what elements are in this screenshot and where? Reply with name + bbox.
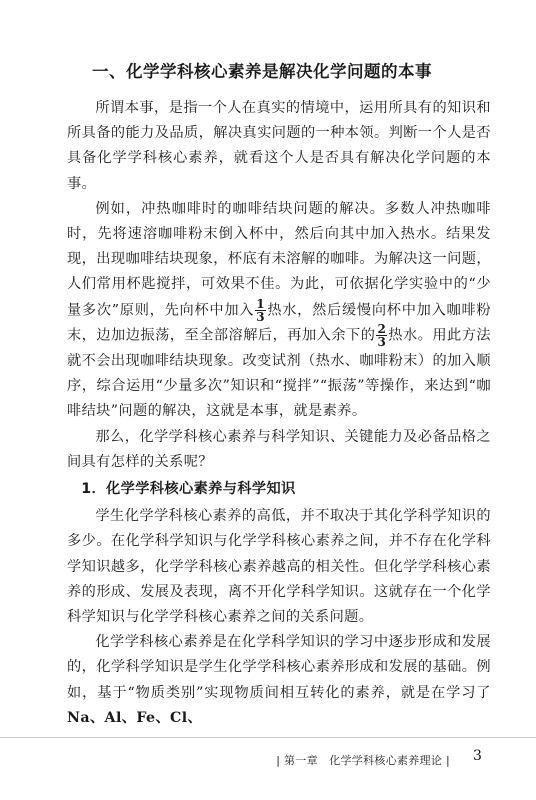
paragraph-last	[67, 630, 491, 731]
element-symbols: Na、Al、Fe、Cl、	[67, 709, 203, 726]
paragraph-text: 例如，冲热咖啡时的咖啡结块问题的解决。多数人冲热咖啡时，先将速溶咖啡粉末倒入杯中，然后向其中加入热水。结果发现，出现咖啡结块现象，杯底有未溶解的咖啡。为解决这一问题，人们常用杯匙搅拌，可效果不佳。为此，可依据化学实验中的“少量多次”原则，先向杯中加入	[67, 200, 491, 319]
fraction-numerator: 1	[256, 296, 265, 311]
paragraph-text: 热水，然后缓慢向杯中加入咖啡粉末，边加边振荡，至全部溶解后，再加入余下的	[67, 302, 491, 344]
fraction-numerator: 2	[377, 322, 387, 337]
fraction-denominator: 3	[377, 335, 387, 350]
fraction-denominator: 3	[256, 309, 265, 324]
subsection-heading: 1．化学学科核心素养与科学知识	[81, 481, 296, 498]
paragraph: 那么，化学学科核心素养与科学知识、关键能力及必备品格之间具有怎样的关系呢？	[67, 428, 491, 470]
paragraph: 学生化学学科核心素养的高低，并不取决于其化学科学知识的多少。在化学科学知识与化学学科核心素养之间，并不存在化学科学知识越多，化学学科核心素养越高的相关性。但化学学科核心素养的形成、发展及表现，离不开化学科学知识。这就存在一个化学科学知识与化学学科核心素养之间的关系问题。	[67, 508, 491, 626]
body-text	[67, 96, 491, 731]
paragraph-coffee-example	[67, 197, 491, 425]
section-title: 一、化学学科核心素养是解决化学问题的本事	[92, 62, 432, 81]
paragraph-text: 化学学科核心素养是在化学科学知识的学习中逐步形成和发展的，化学科学知识是学生化学学科核心素养形成和发展的基础。例如，基于“物质类别”实现物质间相互转化的素养，就是在学习了	[67, 634, 491, 701]
paragraph-text: 热水。用此方法就不会出现咖啡结块现象。改变试剂（热水、咖啡粉末）的加入顺序，综合运用“少量多次”知识和“搅拌”“振荡”等操作，来达到“咖啡结块”问题的解决，这就是本事，就是素养。	[67, 327, 491, 420]
footer-divider	[0, 737, 536, 738]
paragraph: 所谓本事，是指一个人在真实的情境中，运用所具有的知识和所具备的能力及品质，解决真实问题的一种本领。判断一个人是否具备化学学科核心素养，就看这个人是否具有解决化学问题的本事。	[67, 100, 491, 192]
fraction-two-thirds	[376, 323, 387, 348]
fraction-one-third	[255, 298, 266, 323]
page-number: 3	[473, 748, 482, 764]
running-footer: | 第一章 化学学科核心素养理论 |	[276, 754, 450, 767]
